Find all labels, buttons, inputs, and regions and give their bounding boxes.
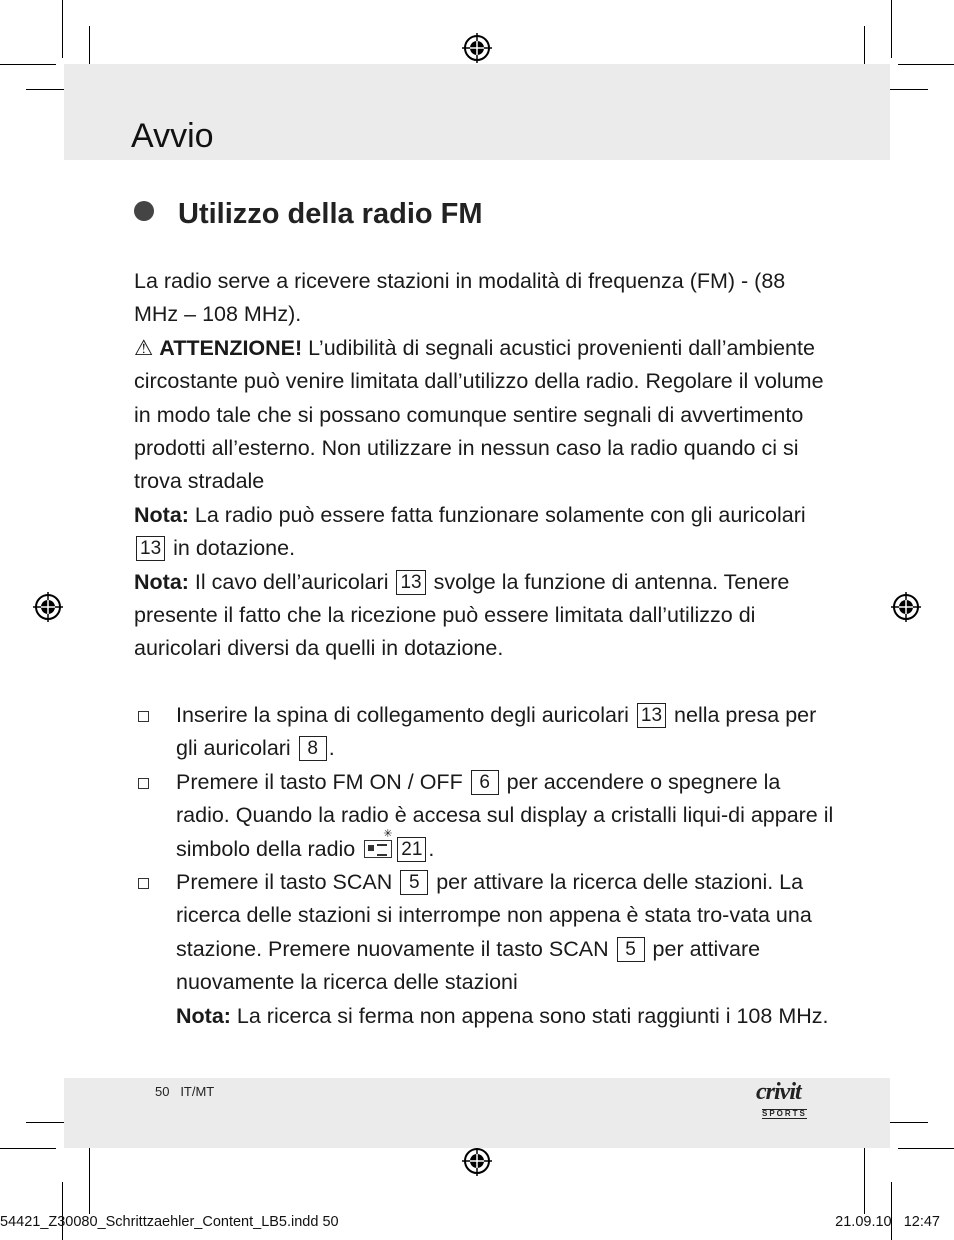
step-text: per attivare la ricerca delle stazioni. La ricerca delle stazioni si interrompe non appena è stata tro-vata una stazione. Premere nuovamente il tasto SCAN <box>176 869 812 961</box>
checkbox-bullet-icon <box>138 711 149 722</box>
note-label: Nota: <box>176 1003 231 1028</box>
checkbox-bullet-icon <box>138 778 149 789</box>
crop-mark <box>898 1148 954 1149</box>
section-heading-text: Utilizzo della radio FM <box>178 198 483 230</box>
reference-number: 13 <box>136 536 165 561</box>
step-text: Inserire la spina di collegamento degli auricolari <box>176 702 635 727</box>
list-item <box>134 866 834 1033</box>
page-number: 50 <box>155 1084 170 1099</box>
step-text: . <box>428 836 435 861</box>
note-text: in dotazione. <box>167 536 296 561</box>
crop-mark <box>891 0 892 58</box>
note-paragraph <box>134 566 834 666</box>
reference-number: 21 <box>397 837 426 862</box>
step-text: per accendere o spegnere la radio. Quando la radio è accesa sul display a cristalli liqui-di appare il simbolo della radio <box>176 769 834 861</box>
brand-name: crivit <box>756 1079 801 1105</box>
print-date: 21.09.10 <box>835 1214 892 1230</box>
page-title: Avvio <box>131 117 214 155</box>
note-text: Il cavo dell’auricolari <box>188 569 395 594</box>
reference-number: 13 <box>396 570 425 595</box>
crop-mark <box>62 1182 63 1240</box>
page-body <box>134 265 834 1033</box>
list-item <box>134 699 834 766</box>
registration-mark-icon <box>462 33 492 63</box>
crop-mark <box>0 64 56 65</box>
note-text: svolge la funzione di antenna. Tenere presente il fatto che la ricezione può essere limitata dall’utilizzo di auricolari diversi da quelli in dotazione. <box>134 569 790 661</box>
step-text: Premere il tasto SCAN <box>176 869 399 894</box>
warning-text: L’udibilità di segnali acustici provenienti dall’ambiente circostante può venire limitata dall’utilizzo della radio. Regolare il volume in modo tale che si possano comunque sentire segnali di avvertimento prodotti all’esterno. Non utilizzare in nessun caso la radio quando ci si trova stradale <box>134 335 824 494</box>
reference-number: 6 <box>471 770 499 795</box>
bullet-icon <box>134 201 154 221</box>
note-paragraph <box>134 499 834 566</box>
brand-sub: SPORTS <box>762 1109 807 1118</box>
crop-mark <box>62 0 63 58</box>
step-text: per attivare nuovamente la ricerca delle stazioni <box>176 936 761 995</box>
list-item <box>134 766 834 866</box>
radio-icon: ✳ <box>364 840 392 858</box>
step-text: Premere il tasto FM ON / OFF <box>176 769 469 794</box>
crop-mark <box>0 1148 56 1149</box>
note-label: Nota: <box>134 569 189 594</box>
reference-number: 5 <box>617 937 645 962</box>
crop-mark <box>891 1182 892 1240</box>
page-footer <box>155 1084 214 1099</box>
print-timestamp <box>835 1214 940 1230</box>
crop-mark <box>89 1144 90 1214</box>
print-time: 12:47 <box>903 1214 940 1230</box>
intro-text: La radio serve a ricevere stazioni in modalità di frequenza (FM) - (88 MHz – 108 MHz). <box>134 269 786 327</box>
crop-mark <box>898 64 954 65</box>
reference-number: 8 <box>299 736 327 761</box>
warning-icon: ⚠ <box>134 335 154 360</box>
step-text: . <box>328 736 335 761</box>
language-code: IT/MT <box>180 1084 215 1099</box>
note-text: La radio può essere fatta funzionare solamente con gli auricolari <box>188 502 806 527</box>
registration-mark-icon <box>33 592 63 622</box>
file-slug: 54421_Z30080_Schrittzaehler_Content_LB5.indd 50 <box>0 1214 339 1230</box>
brand-logo <box>756 1081 826 1119</box>
note-label: Nota: <box>134 502 189 527</box>
reference-number: 13 <box>637 703 666 728</box>
crop-mark <box>864 1144 865 1214</box>
registration-mark-icon <box>891 592 921 622</box>
reference-number: 5 <box>400 870 428 895</box>
step-text: nella presa per gli auricolari <box>176 702 817 761</box>
warning-label: ATTENZIONE! <box>159 335 303 360</box>
section-heading <box>134 195 483 233</box>
note-text: La ricerca si ferma non appena sono stati raggiunti i 108 MHz. <box>230 1003 829 1028</box>
warning-paragraph <box>134 332 834 499</box>
checkbox-bullet-icon <box>138 878 149 889</box>
intro-paragraph <box>134 265 834 332</box>
registration-mark-icon <box>462 1146 492 1176</box>
